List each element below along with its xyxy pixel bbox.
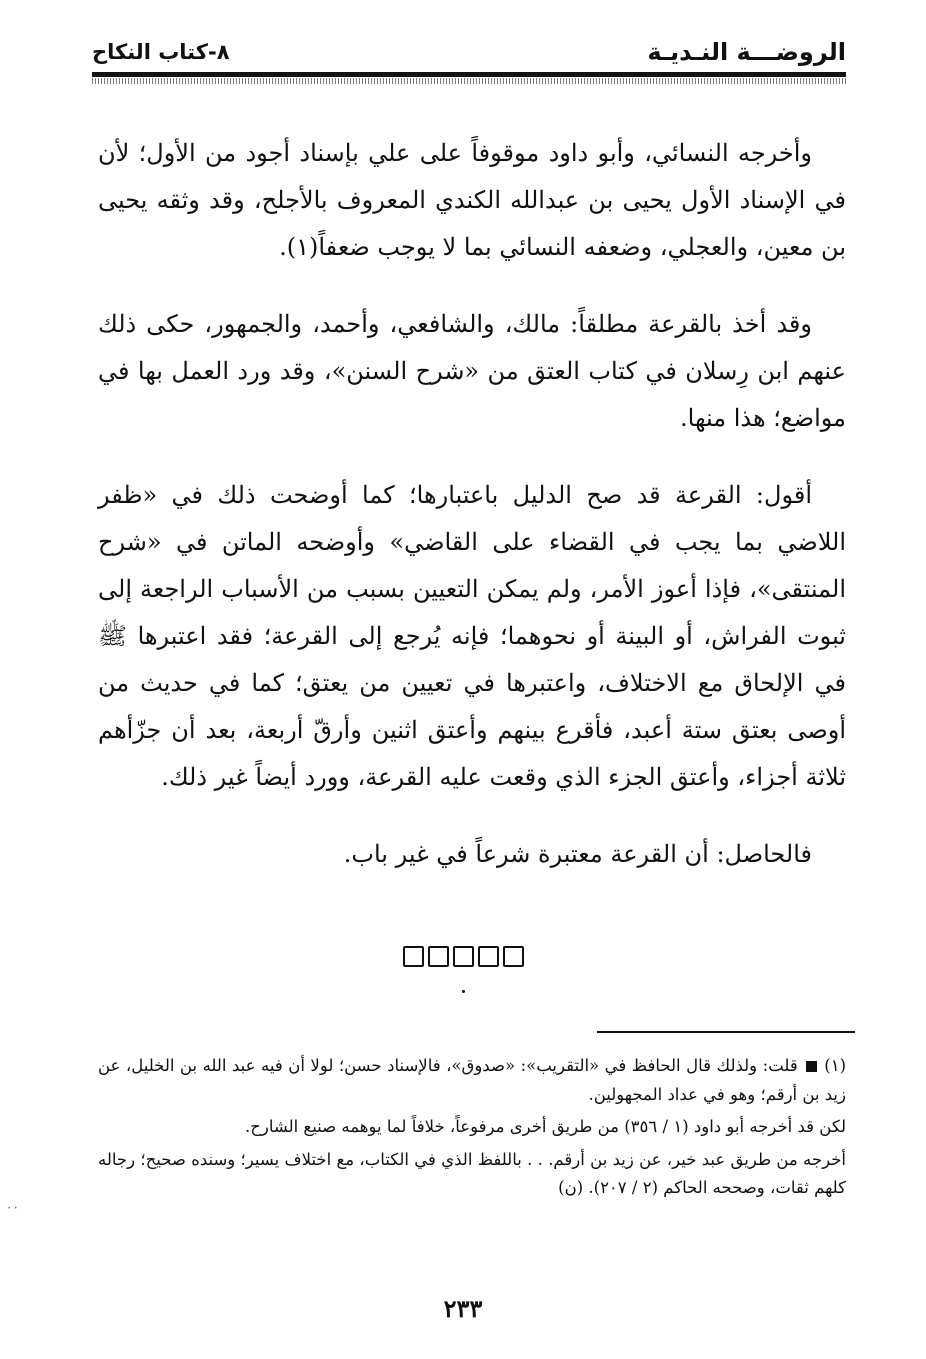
paragraph: فالحاصل: أن القرعة معتبرة شرعاً في غير باب.: [343, 840, 812, 868]
footnote-line: لكن قد أخرجه أبو داود (١ / ٣٥٦) من طريق أخرى مرفوعاً، خلافاً لما يوهمه صنيع الشارح.: [244, 1117, 846, 1136]
chapter-title: ٨-كتاب النكاح: [92, 40, 230, 64]
main-text: [98, 130, 846, 908]
margin-mark: ٠٠: [6, 1200, 19, 1214]
section-end-ornament: [0, 946, 926, 971]
paragraph: وقد أخذ بالقرعة مطلقاً: مالك، والشافعي، وأحمد، والجمهور، حكى ذلك عنهم ابن رِسلان في كتاب العتق من «شرح السنن»، وقد ورد العمل بها في مواضع؛ هذا منها.: [98, 310, 846, 432]
footnote-line: [98, 1052, 846, 1109]
ink-dot: [462, 990, 465, 993]
header-rule: [92, 72, 846, 77]
paragraph: أقول: القرعة قد صح الدليل باعتبارها؛ كما أوضحت ذلك في «ظفر اللاضي بما يجب في القضاء على القاضي» وأوضحه الماتن في «شرح المنتقى»، فإذا أعوز الأمر، ولم يمكن التعيين بسبب من الأسباب الراجعة إلى ثبوت الفراش، أو البينة أو نحوهما؛ فإنه يُرجع إلى القرعة؛ فقد اعتبرها ﷺ في الإلحاق مع الاختلاف، واعتبرها في تعيين من يعتق؛ كما في حديث من أوصى بعتق ستة أعبد، فأقرع بينهم وأعتق اثنين وأرقّ أربعة، بعد أن جزّأهم ثلاثة أجزاء، وأعتق الجزء الذي وقعت عليه القرعة، وورد أيضاً غير ذلك.: [98, 481, 847, 791]
square-icon: [503, 946, 524, 967]
running-header: [92, 38, 846, 72]
page-number: ٢٣٣: [443, 1294, 483, 1323]
footnote-separator: [597, 1031, 855, 1033]
square-icon: [428, 946, 449, 967]
footnote-line: أخرجه من طريق عبد خير، عن زيد بن أرقم. . . باللفظ الذي في الكتاب، مع اختلاف يسير؛ وسنده صحيح؛ رجاله كلهم ثقات، وصححه الحاكم (٢ / ٢٠٧). (ن): [98, 1149, 846, 1197]
square-icon: [453, 946, 474, 967]
square-icon: [478, 946, 499, 967]
paragraph: وأخرجه النسائي، وأبو داود موقوفاً على علي بإسناد أجود من الأول؛ لأن في الإسناد الأول يحيى بن عبدالله الكندي المعروف بالأجلح، وقد وثقه يحيى بن معين، والعجلي، وضعفه النسائي بما لا يوجب ضعفاً(١).: [98, 139, 846, 261]
footnote-text: قلت: ولذلك قال الحافظ في «التقريب»: «صدوق»، فالإسناد حسن؛ لولا أن فيه عبد الله بن الخليل، عن زيد بن أرقم؛ وهو في عداد المجهولين.: [98, 1056, 846, 1104]
footnote-marker: (١): [824, 1056, 847, 1075]
header-hatched-rule: [92, 78, 846, 84]
square-icon: [403, 946, 424, 967]
footnotes: [98, 1052, 846, 1207]
book-title: الروضـــة النـديـة: [647, 38, 846, 66]
black-square-icon: [806, 1061, 817, 1072]
